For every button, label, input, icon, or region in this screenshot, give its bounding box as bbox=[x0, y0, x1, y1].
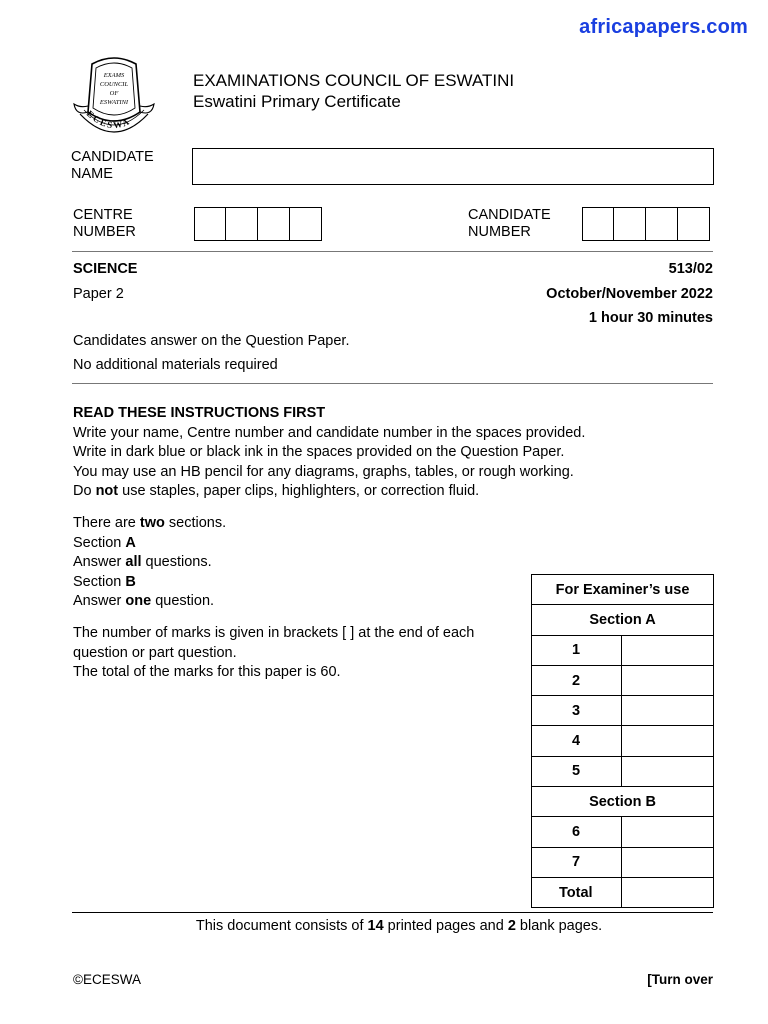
centre-number-field[interactable] bbox=[194, 207, 322, 241]
sections-count bbox=[73, 514, 523, 534]
centre-number-label-line2: NUMBER bbox=[73, 224, 136, 240]
question-number: 6 bbox=[532, 817, 622, 847]
mark-cell[interactable] bbox=[622, 726, 714, 756]
instruction-line: Write in dark blue or black ink in the spaces provided on the Question Paper. bbox=[73, 444, 565, 460]
divider-middle bbox=[72, 383, 713, 384]
table-row bbox=[532, 726, 714, 756]
table-row bbox=[532, 665, 714, 695]
question-number: 5 bbox=[532, 756, 622, 786]
instruction-line: You may use an HB pencil for any diagrams, graphs, tables, or rough working. bbox=[73, 463, 574, 480]
mark-cell[interactable] bbox=[622, 635, 714, 665]
page-count-note bbox=[0, 917, 768, 937]
table-row bbox=[532, 877, 714, 907]
examiner-table-title: For Examiner’s use bbox=[532, 575, 714, 605]
text-run: sections. bbox=[164, 515, 227, 531]
logo-line-2: COUNCIL bbox=[99, 81, 129, 88]
paper-code: 513/02 bbox=[668, 261, 713, 277]
section-a-header: Section A bbox=[532, 605, 714, 635]
candidate-digit-box[interactable] bbox=[646, 207, 678, 241]
candidate-digit-box[interactable] bbox=[678, 207, 710, 241]
candidate-name-field[interactable] bbox=[192, 148, 714, 185]
mark-cell[interactable] bbox=[622, 847, 714, 877]
sections-block bbox=[73, 514, 523, 612]
text-run-bold: all bbox=[125, 554, 142, 570]
text-run-bold: one bbox=[125, 593, 152, 609]
exam-duration: 1 hour 30 minutes bbox=[588, 310, 713, 326]
logo-line-4: ESWATINI bbox=[99, 99, 129, 106]
logo-line-3: OF bbox=[109, 90, 119, 97]
total-cell[interactable] bbox=[622, 877, 714, 907]
candidate-name-label-line2: NAME bbox=[71, 166, 113, 182]
text-run: Answer bbox=[73, 554, 126, 570]
text-run: use staples, paper clips, highlighters, or correction fluid. bbox=[118, 483, 480, 499]
section-a-instruction bbox=[73, 553, 523, 573]
text-run: blank pages. bbox=[515, 918, 603, 934]
copyright: ©ECESWA bbox=[73, 972, 141, 987]
table-row bbox=[532, 817, 714, 847]
text-run-bold: 14 bbox=[367, 918, 384, 934]
instruction-line bbox=[73, 482, 713, 502]
instruction-line: Write your name, Centre number and candidate number in the spaces provided. bbox=[73, 424, 586, 441]
table-row bbox=[532, 756, 714, 786]
text-run: This document consists of bbox=[195, 918, 368, 934]
mark-cell[interactable] bbox=[622, 817, 714, 847]
text-run: printed pages and bbox=[383, 918, 508, 934]
text-run-bold: two bbox=[139, 515, 165, 531]
mark-cell[interactable] bbox=[622, 696, 714, 726]
centre-number-label bbox=[73, 207, 136, 241]
candidate-number-label-line2: NUMBER bbox=[468, 224, 531, 240]
text-run-bold: A bbox=[125, 534, 136, 551]
candidate-number-label bbox=[468, 207, 551, 241]
candidate-name-label-line1: CANDIDATE bbox=[71, 149, 154, 165]
examiner-table bbox=[531, 574, 714, 908]
paper-number: Paper 2 bbox=[73, 286, 124, 302]
section-b-instruction bbox=[73, 592, 523, 612]
certificate-name: Eswatini Primary Certificate bbox=[193, 92, 401, 111]
question-number: 2 bbox=[532, 665, 622, 695]
candidate-digit-box[interactable] bbox=[614, 207, 646, 241]
candidate-digit-box[interactable] bbox=[582, 207, 614, 241]
marks-line: The total of the marks for this paper is 60. bbox=[73, 664, 341, 680]
text-run-bold: 2 bbox=[507, 918, 516, 934]
mark-cell[interactable] bbox=[622, 756, 714, 786]
org-header bbox=[193, 70, 514, 112]
text-run: Section bbox=[73, 573, 126, 590]
divider-top bbox=[72, 251, 713, 252]
eceswa-logo bbox=[70, 50, 158, 138]
text-run: There are bbox=[73, 515, 140, 531]
marks-line: The number of marks is given in brackets [ ] at the end of each bbox=[73, 625, 475, 641]
question-number: 4 bbox=[532, 726, 622, 756]
table-row bbox=[532, 635, 714, 665]
total-label: Total bbox=[532, 877, 622, 907]
subject-title: SCIENCE bbox=[73, 261, 138, 277]
text-run: questions. bbox=[141, 554, 212, 570]
centre-digit-box[interactable] bbox=[194, 207, 226, 241]
text-run-bold: not bbox=[95, 483, 119, 499]
table-row bbox=[532, 847, 714, 877]
centre-number-label-line1: CENTRE bbox=[73, 207, 133, 223]
mark-cell[interactable] bbox=[622, 665, 714, 695]
centre-digit-box[interactable] bbox=[290, 207, 322, 241]
org-name: EXAMINATIONS COUNCIL OF ESWATINI bbox=[193, 71, 515, 90]
section-a-label bbox=[73, 534, 523, 554]
instructions-heading: READ THESE INSTRUCTIONS FIRST bbox=[73, 405, 326, 421]
question-number: 7 bbox=[532, 847, 622, 877]
text-run: Section bbox=[73, 534, 126, 551]
exam-session: October/November 2022 bbox=[546, 286, 713, 302]
table-row bbox=[532, 696, 714, 726]
watermark-text[interactable]: africapapers.com bbox=[579, 16, 748, 38]
section-b-header: Section B bbox=[532, 787, 714, 817]
centre-digit-box[interactable] bbox=[226, 207, 258, 241]
materials-note: No additional materials required bbox=[73, 357, 278, 373]
logo-line-1: EXAMS bbox=[103, 72, 125, 79]
question-number: 3 bbox=[532, 696, 622, 726]
text-run-bold: B bbox=[125, 573, 136, 590]
instructions-block bbox=[73, 404, 713, 502]
marks-block bbox=[73, 624, 523, 683]
candidate-name-label bbox=[71, 149, 154, 183]
text-run: Do bbox=[73, 483, 96, 499]
footer-divider bbox=[72, 912, 713, 913]
marks-line: question or part question. bbox=[73, 644, 237, 661]
logo-arc-text: ECESWA bbox=[84, 108, 133, 131]
section-b-label bbox=[73, 573, 523, 593]
turn-over: [Turn over bbox=[647, 972, 713, 987]
candidate-number-label-line1: CANDIDATE bbox=[468, 207, 551, 223]
text-run: Answer bbox=[73, 593, 126, 609]
centre-digit-box[interactable] bbox=[258, 207, 290, 241]
answer-note: Candidates answer on the Question Paper. bbox=[73, 333, 350, 349]
text-run: question. bbox=[151, 593, 215, 609]
question-number: 1 bbox=[532, 635, 622, 665]
candidate-number-field[interactable] bbox=[582, 207, 710, 241]
